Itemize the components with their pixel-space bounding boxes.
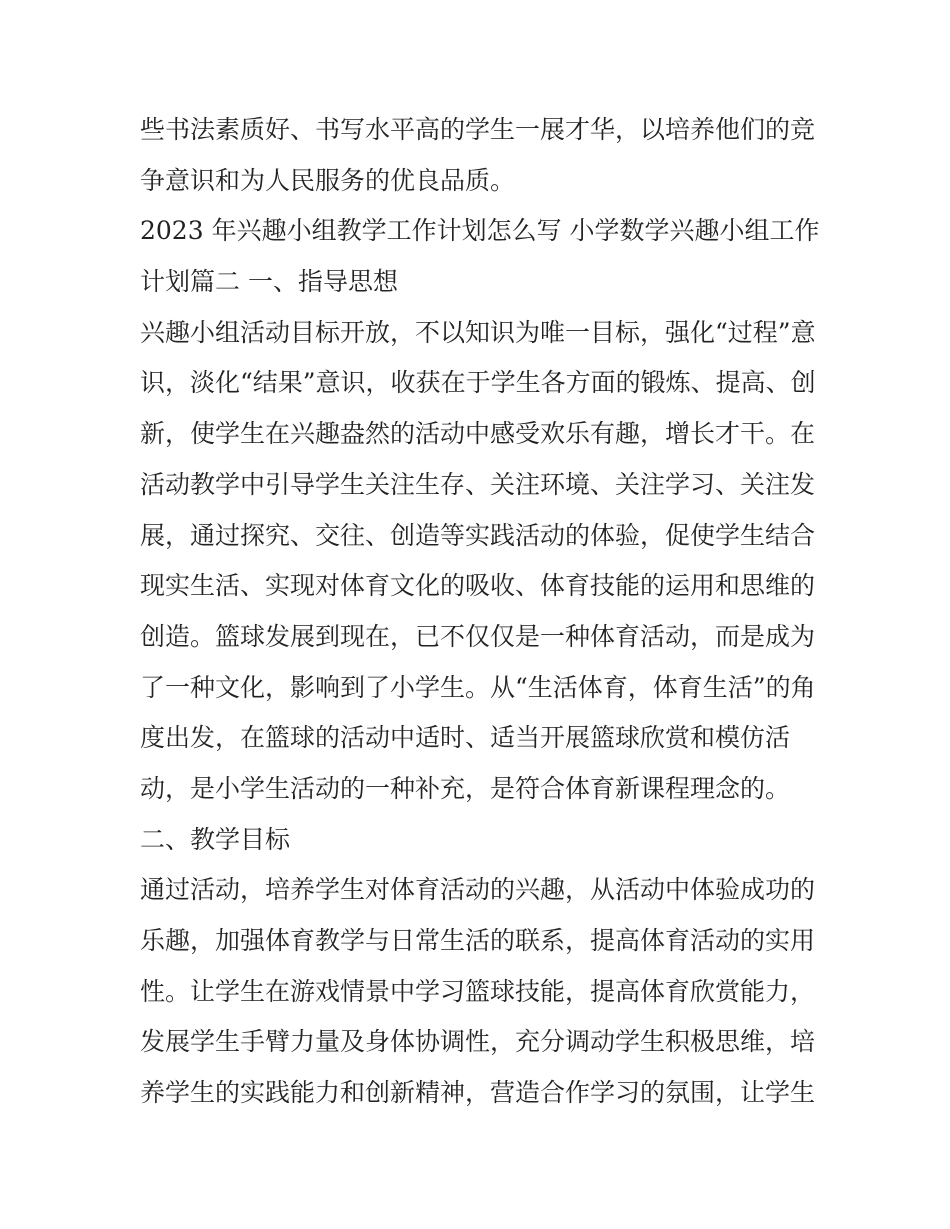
text-line-7: 展，通过探究、交往、创造等实践活动的体验，促使学生结合 — [140, 520, 816, 550]
text-line-5: 新，使学生在兴趣盎然的活动中感受欢乐有趣，增长才干。在 — [140, 419, 816, 449]
text-line-4: 识，淡化“结果”意识，收获在于学生各方面的锻炼、提高、创 — [140, 368, 816, 398]
text-line-15: 性。让学生在游戏情景中学习篮球技能，提高体育欣赏能力， — [140, 976, 816, 1006]
text-line-2: 争意识和为人民服务的优良品质。 — [140, 165, 516, 195]
text-line-1: 些书法素质好、书写水平高的学生一展才华，以培养他们的竞 — [140, 115, 816, 144]
section-heading-teaching-goals: 二、教学目标 — [140, 824, 291, 854]
text-line-13: 通过活动，培养学生对体育活动的兴趣，从活动中体验成功的 — [140, 875, 816, 905]
text-line-6: 活动教学中引导学生关注生存、关注环境、关注学习、关注发 — [140, 469, 816, 499]
text-line-12: 动，是小学生活动的一种补充，是符合体育新课程理念的。 — [140, 773, 791, 803]
document-body — [140, 105, 820, 1119]
heading-line-2: 计划篇二 一、指导思想 — [140, 267, 398, 297]
text-line-9: 创造。篮球发展到现在，已不仅仅是一种体育活动，而是成为 — [140, 621, 816, 651]
text-line-16: 发展学生手臂力量及身体协调性，充分调动学生积极思维，培 — [140, 1027, 816, 1057]
text-line-17: 养学生的实践能力和创新精神，营造合作学习的氛围，让学生 — [140, 1078, 816, 1108]
text-line-10: 了一种文化，影响到了小学生。从“生活体育，体育生活”的角 — [140, 672, 816, 702]
heading-line-1: 2023 年兴趣小组教学工作计划怎么写 小学数学兴趣小组工作 — [140, 216, 820, 246]
text-line-14: 乐趣，加强体育教学与日常生活的联系，提高体育活动的实用 — [140, 926, 816, 955]
text-line-3: 兴趣小组活动目标开放，不以知识为唯一目标，强化“过程”意 — [140, 317, 816, 347]
text-line-8: 现实生活、实现对体育文化的吸收、体育技能的运用和思维的 — [140, 571, 816, 601]
text-line-11: 度出发，在篮球的活动中适时、适当开展篮球欣赏和模仿活 — [140, 723, 791, 753]
